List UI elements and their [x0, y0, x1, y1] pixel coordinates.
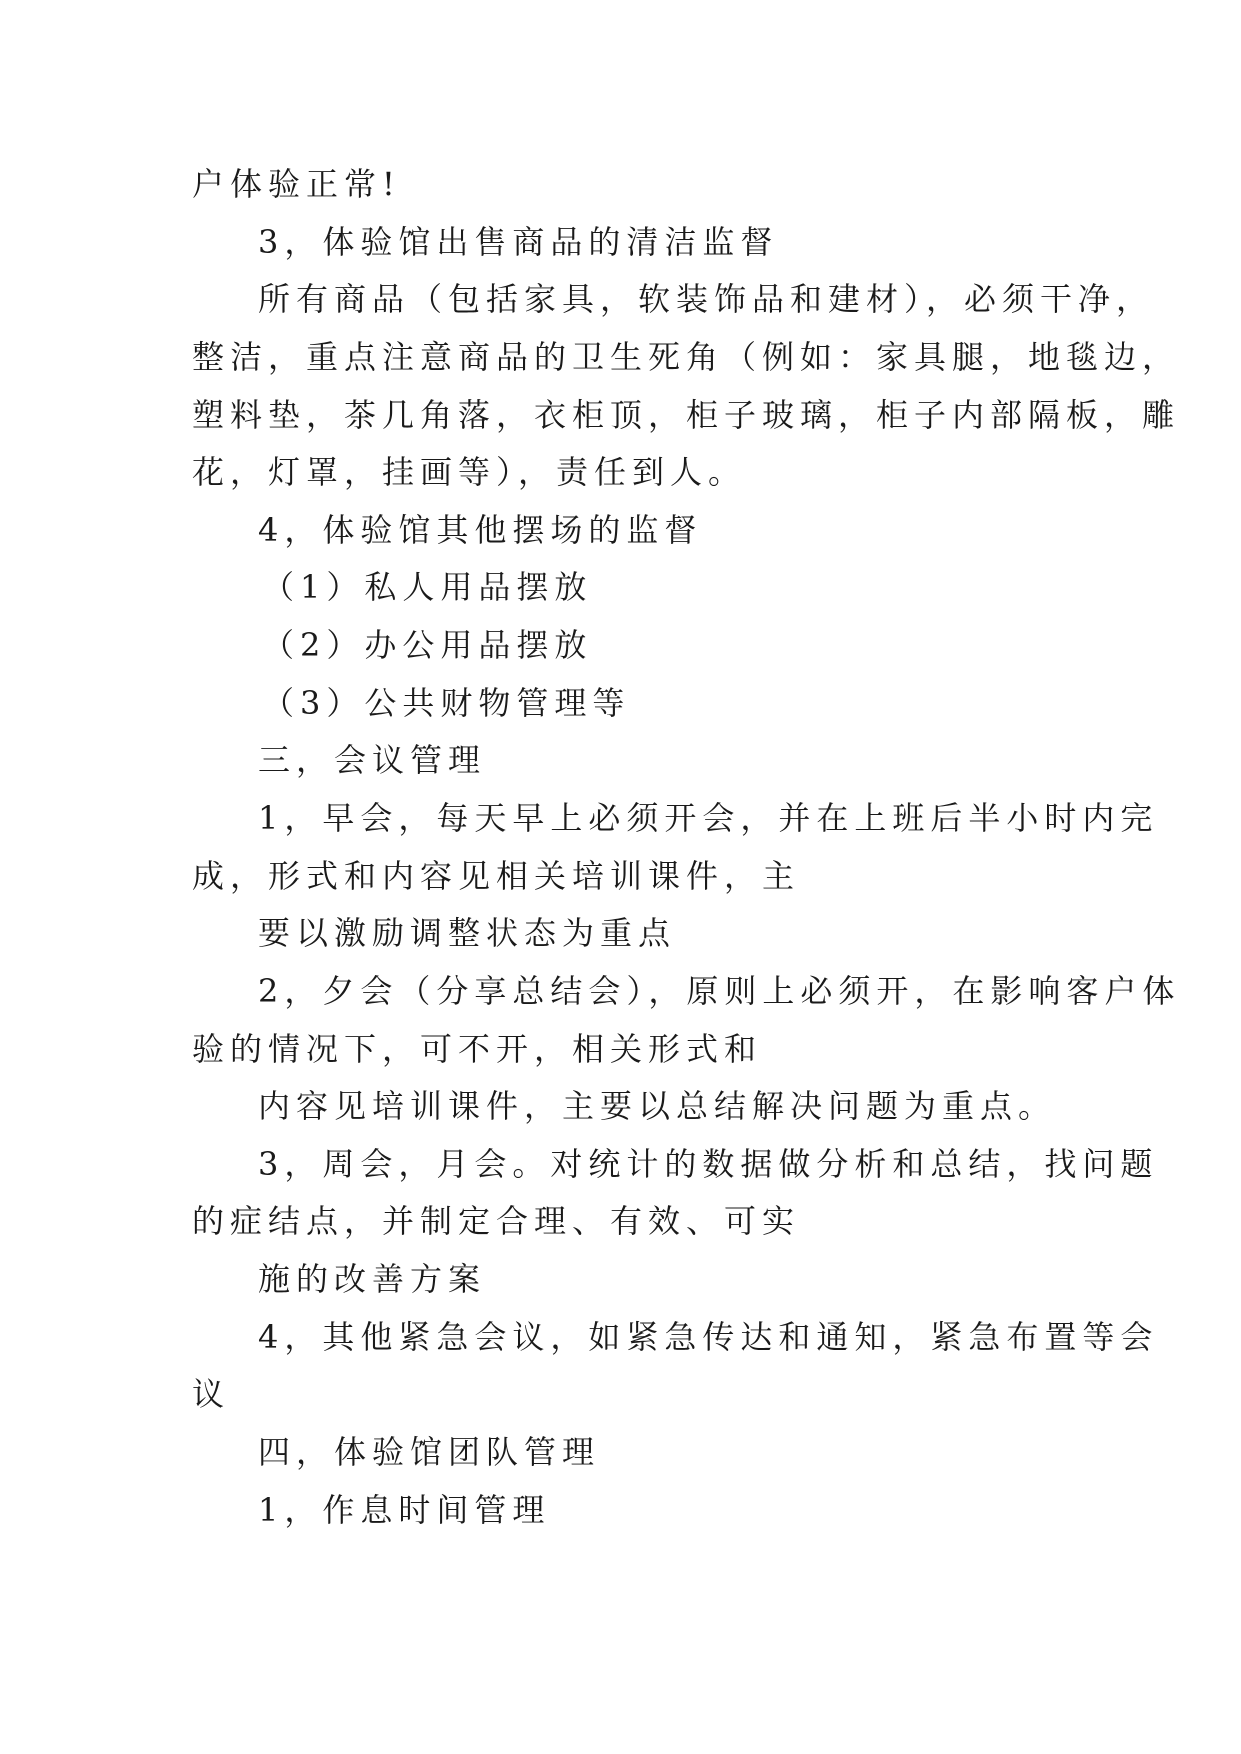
text-line: 的症结点，并制定合理、有效、可实 — [192, 1202, 801, 1240]
text-line: 施的改善方案 — [258, 1260, 487, 1298]
text-line: 内容见培训课件，主要以总结解决问题为重点。 — [258, 1087, 1057, 1125]
text-line: 成，形式和内容见相关培训课件，主 — [192, 857, 801, 895]
text-line: 1，早会，每天早上必须开会，并在上班后半小时内完 — [258, 799, 1159, 837]
text-line: （1）私人用品摆放 — [262, 568, 593, 606]
text-line: （2）办公用品摆放 — [262, 626, 593, 664]
text-line: 塑料垫，茶几角落，衣柜顶，柜子玻璃，柜子内部隔板，雕 — [192, 396, 1181, 434]
text-line: 所有商品（包括家具，软装饰品和建材），必须干净， — [258, 280, 1155, 318]
text-line: 验的情况下，可不开，相关形式和 — [192, 1030, 763, 1068]
text-line: 花，灯罩，挂画等），责任到人。 — [192, 453, 747, 491]
text-line: 3，体验馆出售商品的清洁监督 — [258, 223, 779, 261]
text-line: 户体验正常! — [192, 165, 401, 203]
text-line: 4，体验馆其他摆场的监督 — [258, 511, 703, 549]
text-line: 要以激励调整状态为重点 — [258, 914, 677, 952]
text-line: 议 — [192, 1375, 231, 1413]
text-line: 三，会议管理 — [258, 741, 487, 779]
text-line: （3）公共财物管理等 — [262, 684, 631, 722]
text-line: 3，周会，月会。对统计的数据做分析和总结，找问题 — [258, 1145, 1159, 1183]
text-line: 2，夕会（分享总结会），原则上必须开，在影响客户体 — [258, 972, 1181, 1010]
text-line: 4，其他紧急会议，如紧急传达和通知，紧急布置等会 — [258, 1318, 1159, 1356]
text-line: 1，作息时间管理 — [258, 1491, 551, 1529]
text-line: 整洁，重点注意商品的卫生死角（例如：家具腿，地毯边， — [192, 338, 1181, 376]
text-line: 四，体验馆团队管理 — [258, 1433, 601, 1471]
